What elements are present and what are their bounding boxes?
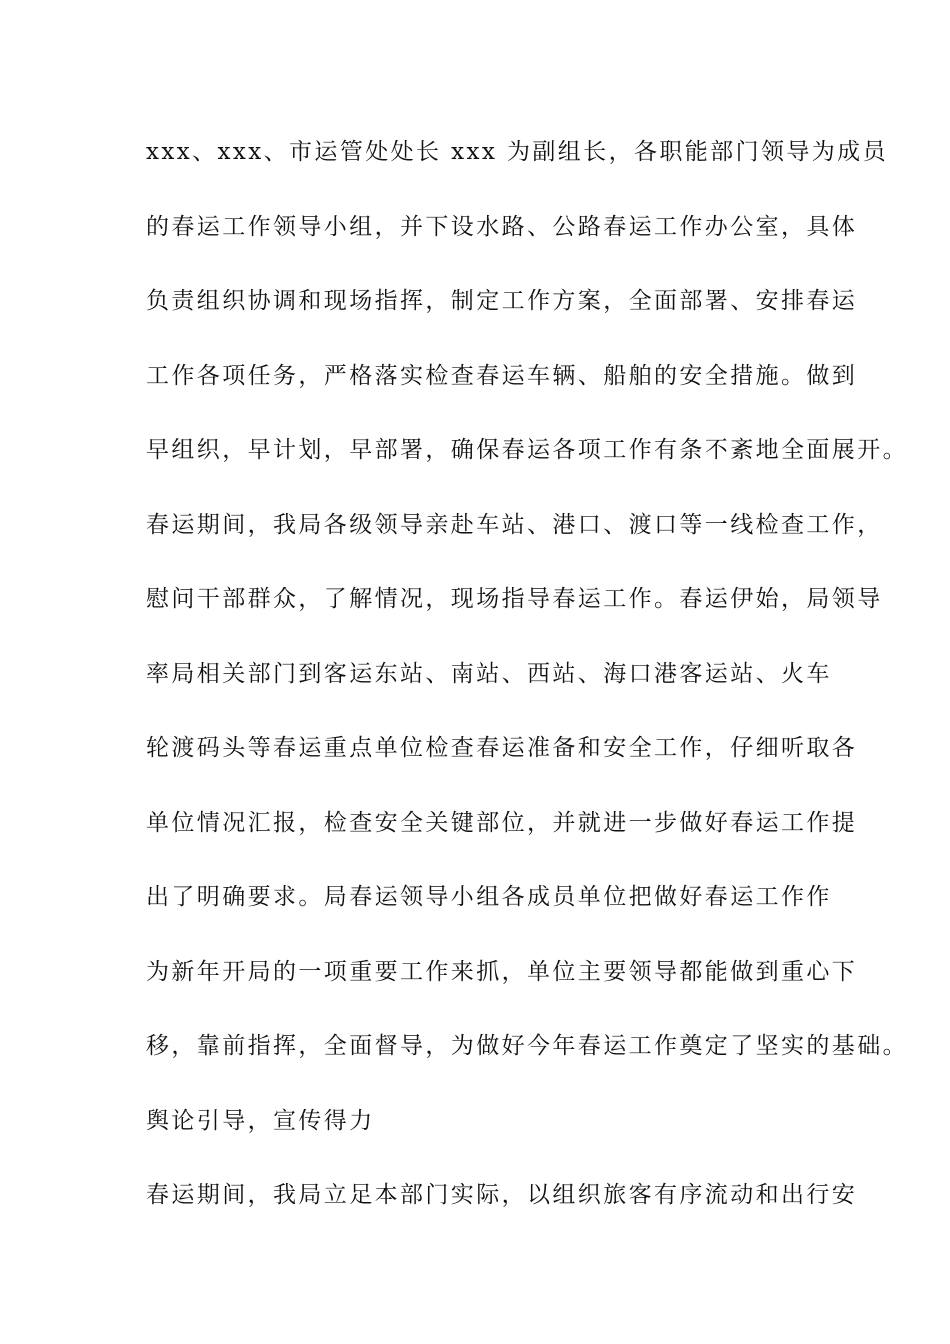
text-line: 移，靠前指挥，全面督导，为做好今年春运工作奠定了坚实的基础。	[146, 1033, 908, 1059]
text-line: 轮渡码头等春运重点单位检查春运准备和安全工作，仔细听取各	[146, 735, 858, 761]
text-line: 出了明确要求。局春运领导小组各成员单位把做好春运工作作	[146, 884, 832, 910]
text-line: xxx、xxx、市运管处处长 xxx 为副组长，各职能部门领导为成员	[146, 139, 888, 165]
text-line: 单位情况汇报，检查安全关键部位，并就进一步做好春运工作提	[146, 809, 858, 836]
text-line: 为新年开局的一项重要工作来抓，单位主要领导都能做到重心下	[146, 958, 858, 985]
text-line: 春运期间，我局立足本部门实际，以组织旅客有序流动和出行安	[146, 1182, 858, 1208]
text-line: 春运期间，我局各级领导亲赴车站、港口、渡口等一线检查工作，	[146, 511, 883, 538]
text-line: 慰问干部群众，了解情况，现场指导春运工作。春运伊始，局领导	[146, 586, 883, 612]
text-line: 的春运工作领导小组，并下设水路、公路春运工作办公室，具体	[146, 213, 858, 240]
text-line: 负责组织协调和现场指挥，制定工作方案，全面部署、安排春运	[146, 288, 858, 314]
text-line: 工作各项任务，严格落实检查春运车辆、船舶的安全措施。做到	[146, 362, 858, 389]
section-heading: 舆论引导，宣传得力	[146, 1107, 375, 1134]
text-line: 早组织，早计划，早部署，确保春运各项工作有条不紊地全面展开。	[146, 437, 908, 463]
text-line: 率局相关部门到客运东站、南站、西站、海口港客运站、火车	[146, 660, 832, 687]
body-text	[146, 132, 908, 1250]
